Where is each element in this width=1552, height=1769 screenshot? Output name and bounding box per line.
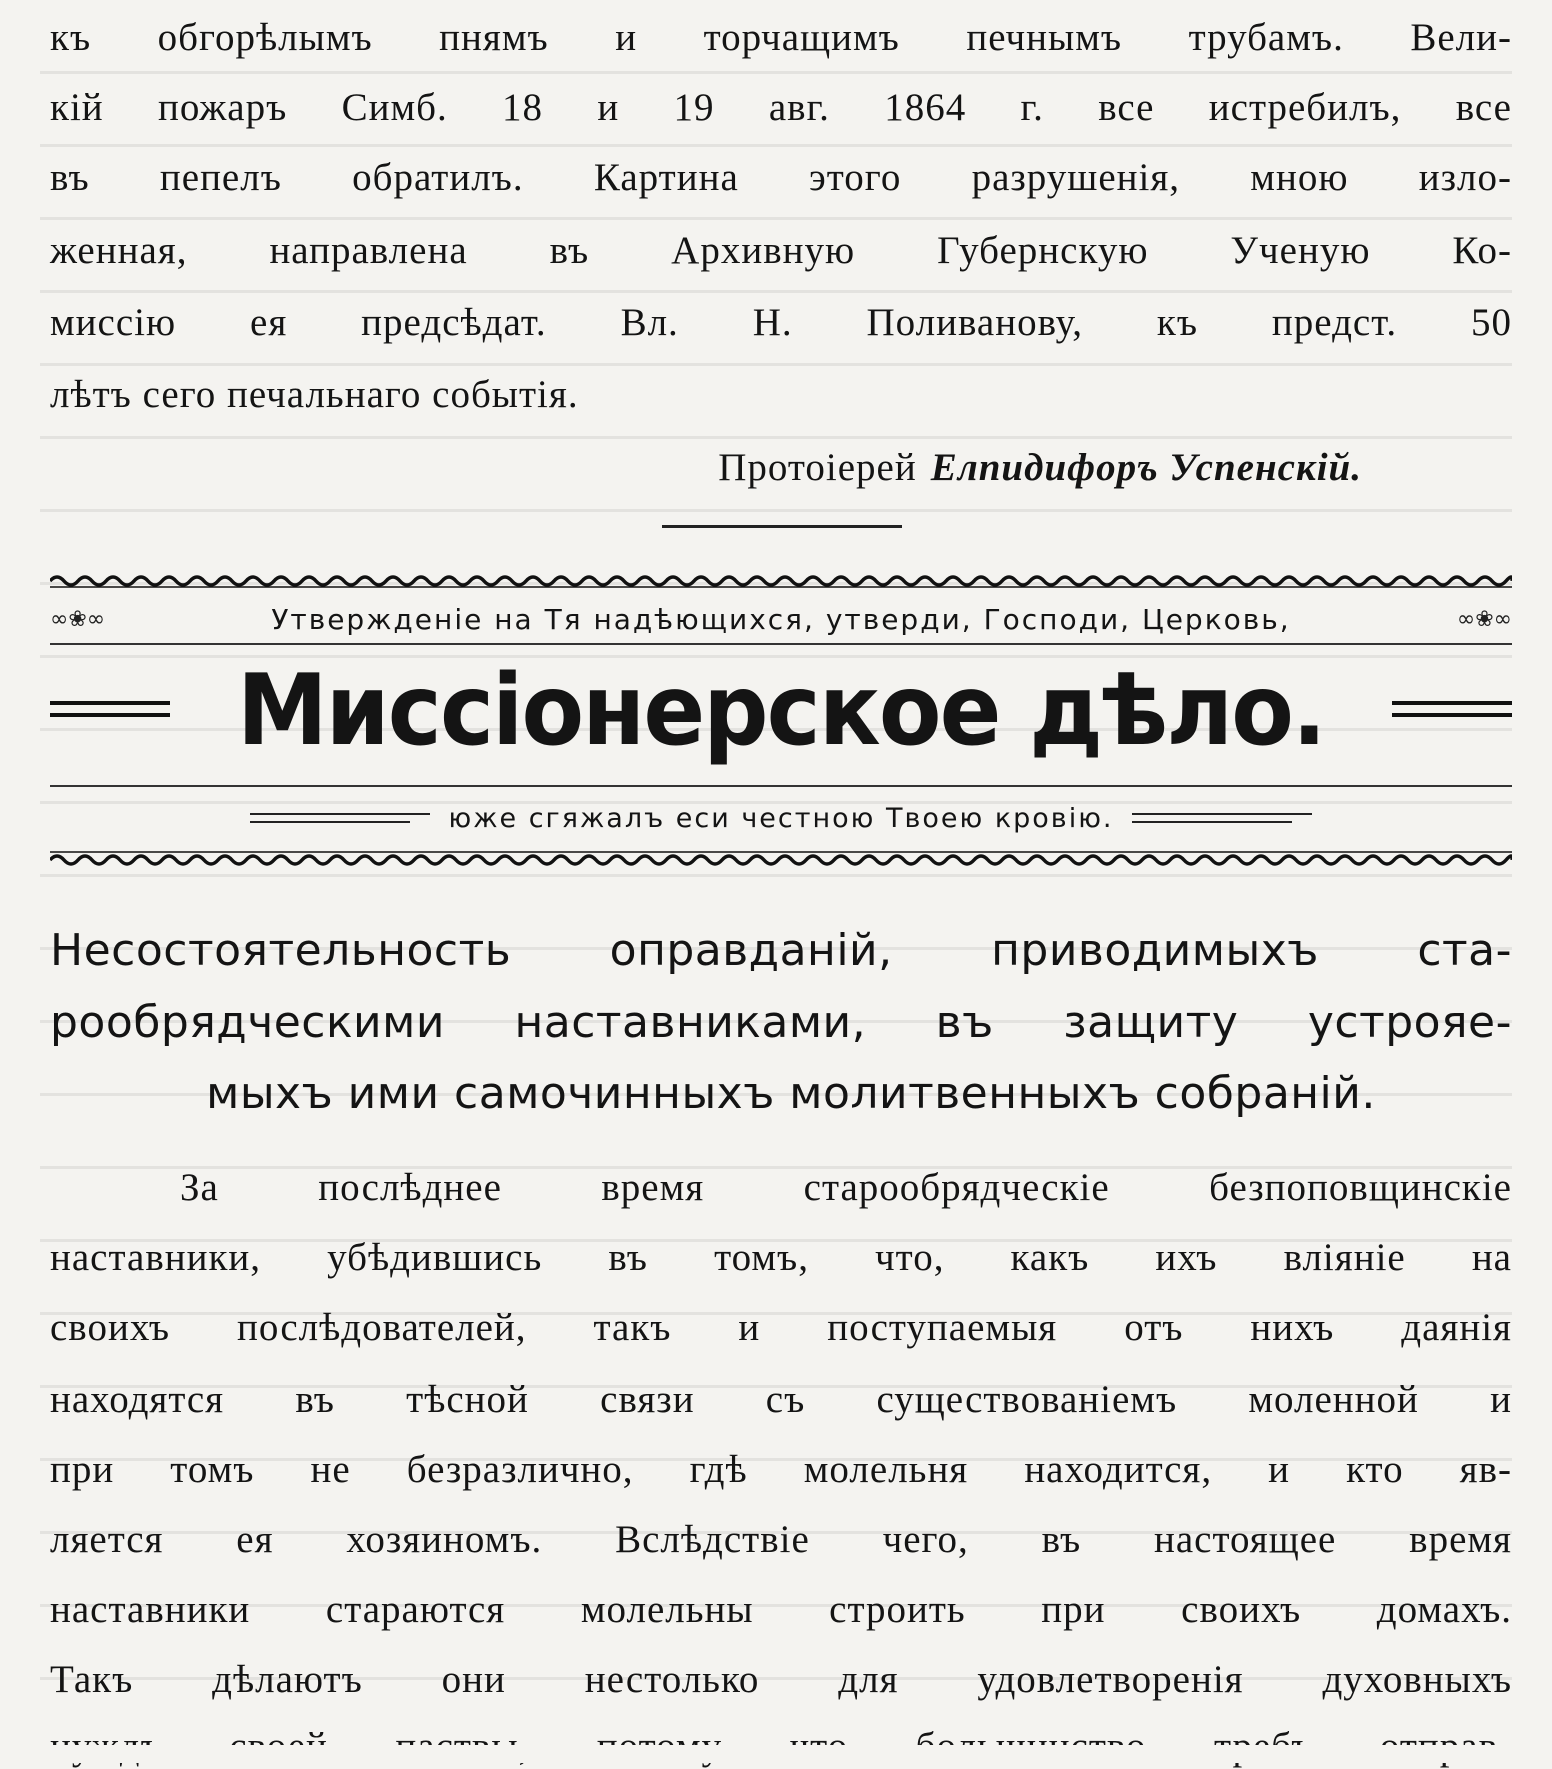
banner-rule-bottom (50, 785, 1512, 787)
article-heading-line: мыхъ ими самочинныхъ молитвенныхъ собраній. (206, 1068, 1376, 1119)
article-heading-line: Несостоятельность оправданій, приводимыхъ ста- (50, 925, 1512, 976)
text-line: лѣтъ сего печальнаго событія. (50, 373, 579, 416)
document-page (50, 0, 1512, 1763)
text-line: кій пожаръ Симб. 18 и 19 авг. 1864 г. все истребилъ, все (50, 86, 1512, 129)
text-line: въ пепелъ обратилъ. Картина этого разрушенія, мною изло- (50, 156, 1512, 199)
banner-rule-top (50, 643, 1512, 645)
section-title: Миссіонерское дѣло. (237, 654, 1325, 768)
ornament-left-icon: ∞❀∞ (50, 606, 106, 632)
signature-rank: Протоіерей (718, 446, 917, 489)
signature-name: Елпидифоръ Успенскій. (930, 446, 1362, 489)
page-bottom-edge (0, 1745, 1552, 1763)
motto-top (50, 601, 1512, 637)
text-line: женная, направлена въ Архивную Губернскую Ученую Ко- (50, 229, 1512, 272)
rule-left-icon (250, 811, 430, 825)
signature (718, 445, 1362, 490)
motto-bottom-text: юже сгяжалъ еси честною Твоею кровію. (448, 802, 1114, 834)
body-line: наставники, убѣдившись въ томъ, что, какъ ихъ вліяніе на (50, 1236, 1512, 1279)
motto-bottom (50, 800, 1512, 836)
ornament-right-icon: ∞❀∞ (1456, 606, 1512, 632)
rule-right-icon (1132, 811, 1312, 825)
body-line: своихъ послѣдователей, такъ и поступаемыя отъ нихъ даянія (50, 1306, 1512, 1349)
double-dash-right-icon (1392, 699, 1512, 723)
wavy-border-bottom (50, 848, 1512, 870)
article-heading-line: рообрядческими наставниками, въ защиту устрояе- (50, 997, 1512, 1048)
body-line: наставники стараются молельны строить при своихъ домахъ. (50, 1588, 1512, 1631)
motto-top-text: Утвержденіе на Тя надѣющихся, утверди, Господи, Церковь, (271, 602, 1291, 636)
body-line: За послѣднее время старообрядческіе безпоповщинскіе (180, 1166, 1512, 1209)
text-line: къ обгорѣлымъ пнямъ и торчащимъ печнымъ трубамъ. Вели- (50, 16, 1512, 59)
section-title-row (50, 650, 1512, 772)
end-rule (662, 525, 902, 528)
wavy-border-top (50, 570, 1512, 592)
body-line: при томъ не безразлично, гдѣ молельня находится, и кто яв- (50, 1448, 1512, 1491)
body-line: ляется ея хозяиномъ. Вслѣдствіе чего, въ настоящее время (50, 1518, 1512, 1561)
body-line: Такъ дѣлаютъ они нестолько для удовлетворенія духовныхъ (50, 1658, 1512, 1701)
double-dash-left-icon (50, 699, 170, 723)
text-line: миссію ея предсѣдат. Вл. Н. Поливанову, къ предст. 50 (50, 301, 1512, 344)
body-line: находятся въ тѣсной связи съ существованіемъ моленной и (50, 1378, 1512, 1421)
